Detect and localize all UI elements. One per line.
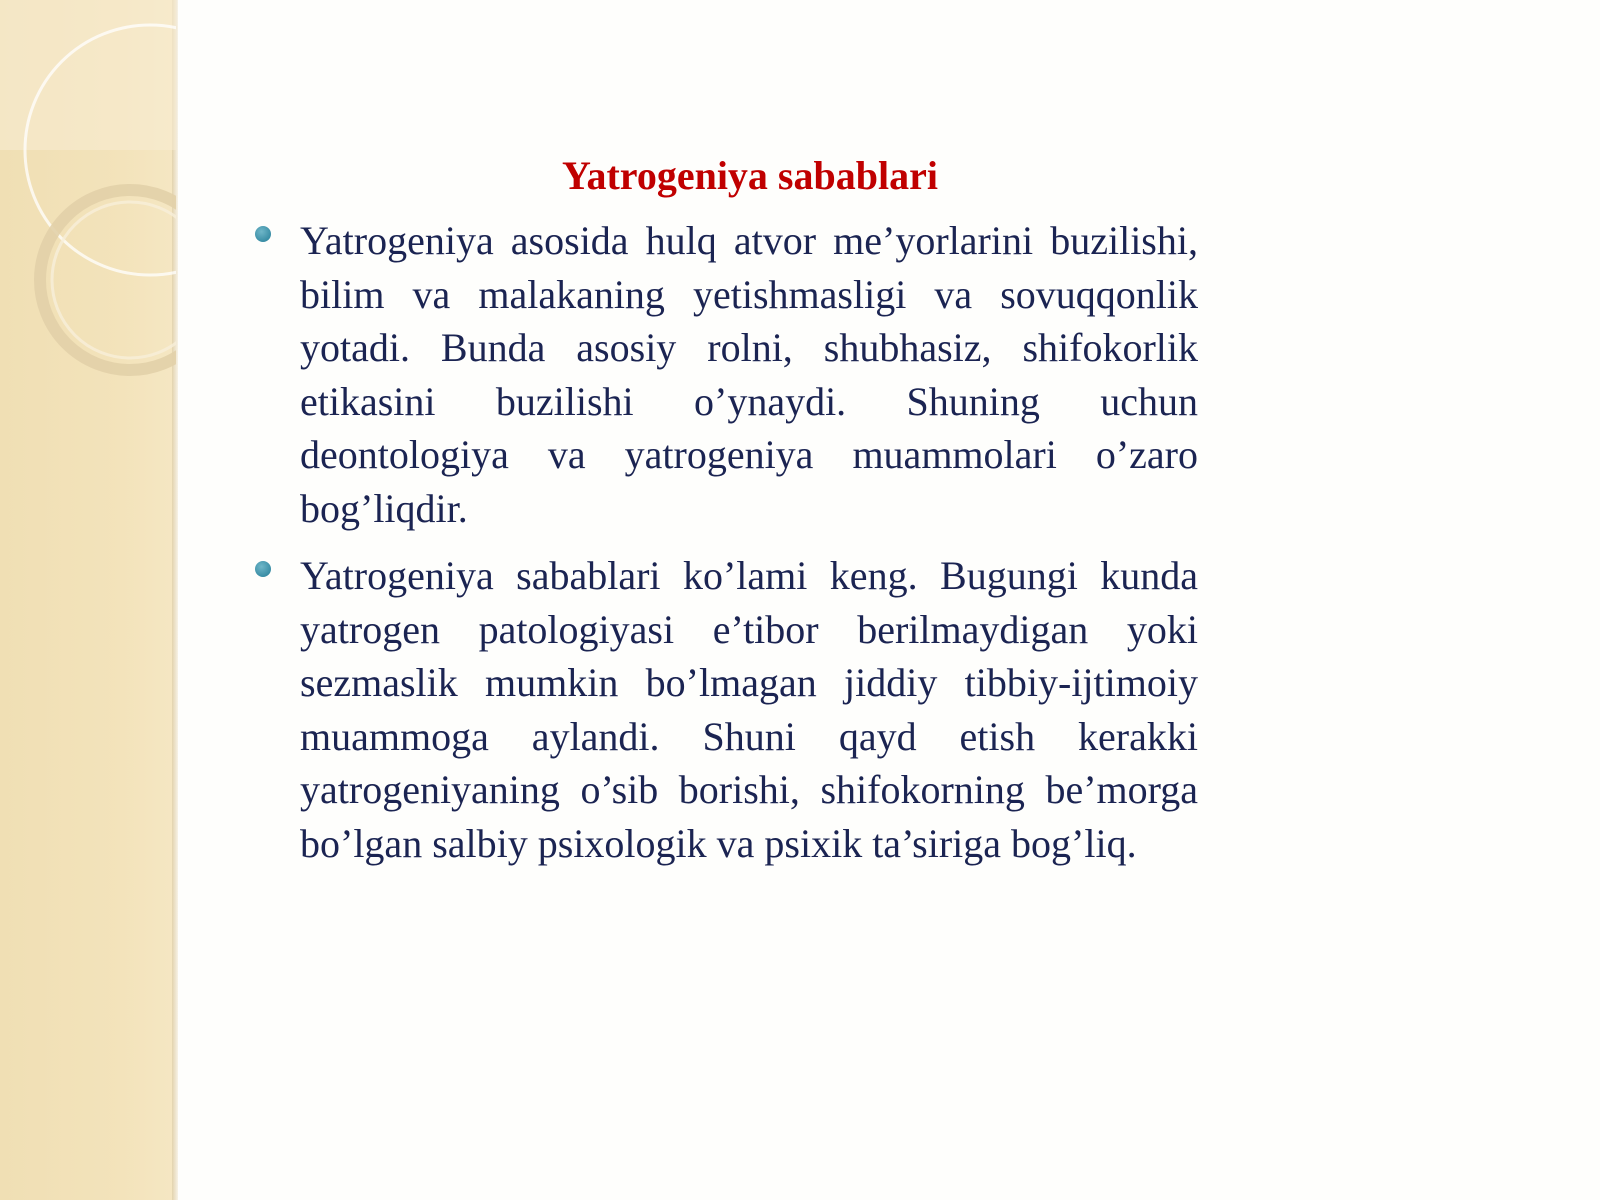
bullet-dot-icon [255,226,271,242]
bullet-text: Yatrogeniya sabablari ko’lami keng. Bugungi kunda yatrogen patologiyasi e’tibor berilmaydigan yoki sezmaslik mumkin bo’lmagan jiddiy tibbiy-ijtimoiy muammoga aylandi. Shuni qayd etish kerakki yatrogeniyaning o’sib borishi, shifokorning be’morga bo’lgan salbiy psixologik va psixik ta’siriga bog’liq. [300,553,1198,866]
bullet-dot-icon [255,561,271,577]
list-item [250,549,1198,870]
bullet-text: Yatrogeniya asosida hulq atvor me’yorlarini buzilishi, bilim va malakaning yetishmasligi va sovuqqonlik yotadi. Bunda asosiy rolni, shubhasiz, shifokorlik etikasini buzilishi o’ynaydi. Shuning uchun deontologiya va yatrogeniya muammolari o’zaro bog’liqdir. [300,218,1198,531]
bullet-list [250,214,1198,884]
slide-title: Yatrogeniya sabablari [562,153,938,198]
list-item [250,214,1198,535]
medium-ring-inner [52,202,176,358]
medium-ring [40,190,176,370]
decorative-circles [0,0,176,420]
